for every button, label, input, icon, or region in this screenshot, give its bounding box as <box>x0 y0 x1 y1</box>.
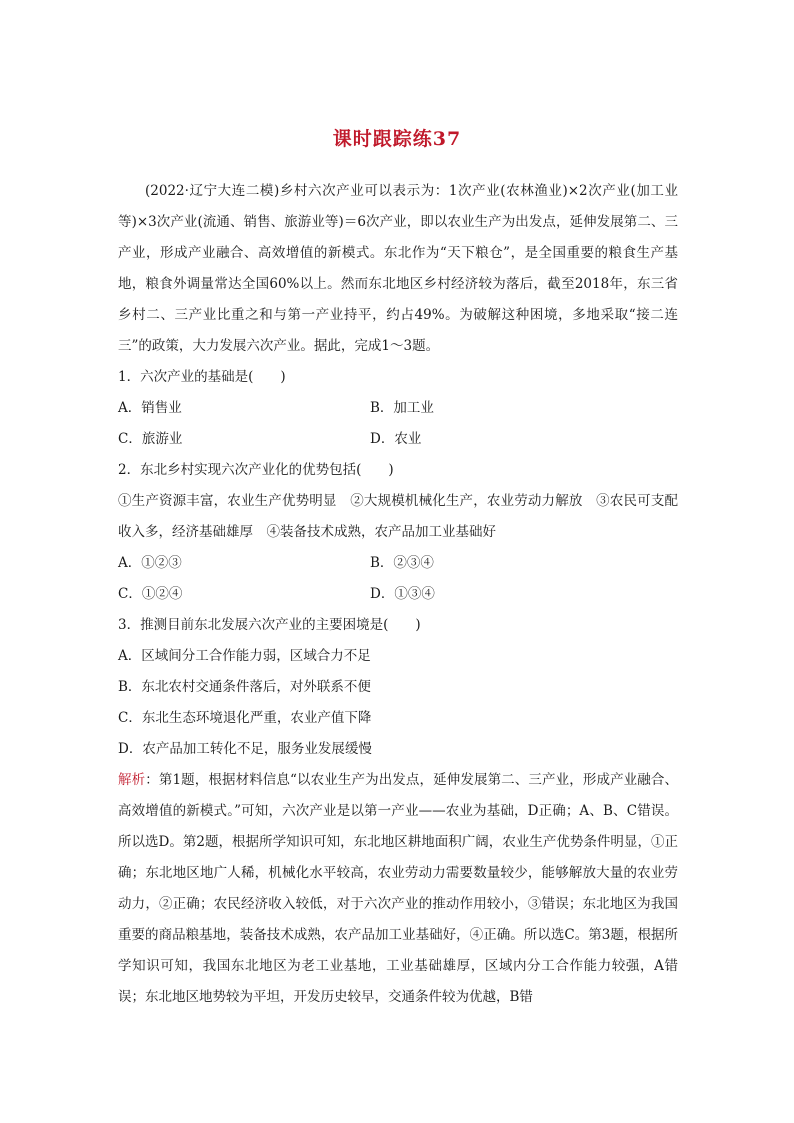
question-2-stem: 2．东北乡村实现六次产业化的优势包括( ) <box>118 462 394 478</box>
question-2-option-c: C．①②④ <box>118 586 183 602</box>
question-2-options-row-2 <box>118 579 678 610</box>
question-3-option-a: A．区域间分工合作能力弱，区域合力不足 <box>118 648 371 664</box>
intro-paragraph: (2022·辽宁大连二模)乡村六次产业可以表示为：1次产业(农林渔业)×2次产业(加工业等)×3次产业(流通、销售、旅游业等)＝6次产业，即以农业生产为出发点，延伸发展第二、三产业，形成产业融合、高效增值的新模式。东北作为“天下粮仓”，是全国重要的粮食生产基地，粮食外调量常达全国60%以上。然而东北地区乡村经济较为落后，截至2018年，东三省乡村二、三产业比重之和与第一产业持平，约占49%。为破解这种困境，多地采取“接二连三”的政策，大力发展六次产业。据此，完成1～3题。 <box>118 183 678 354</box>
question-3-option-b: B．东北农村交通条件落后，对外联系不便 <box>118 679 371 695</box>
question-3-option-c: C．东北生态环境退化严重，农业产值下降 <box>118 710 372 726</box>
question-1-options-row-1 <box>118 393 678 424</box>
question-2-options-row-1 <box>118 548 678 579</box>
question-1-stem: 1．六次产业的基础是( ) <box>118 369 286 385</box>
question-2-statements: ①生产资源丰富，农业生产优势明显 ②大规模机械化生产，农业劳动力解放 ③农民可支配收入多，经济基础雄厚 ④装备技术成熟，农产品加工业基础好 <box>118 493 678 540</box>
question-1-option-c: C．旅游业 <box>118 431 183 447</box>
question-1-option-a: A．销售业 <box>118 400 182 416</box>
page-title: 课时跟踪练37 <box>332 128 462 150</box>
question-2-option-b: B．②③④ <box>370 555 434 571</box>
question-3-stem: 3．推测目前东北发展六次产业的主要困境是( ) <box>118 617 421 633</box>
question-3-option-d: D．农产品加工转化不足，服务业发展缓慢 <box>118 741 372 757</box>
question-2-option-d: D．①③④ <box>370 586 435 602</box>
question-1-option-d: D．农业 <box>370 431 422 447</box>
question-2-option-a: A．①②③ <box>118 555 182 571</box>
analysis-text: ：第1题，根据材料信息“以农业生产为出发点，延伸发展第二、三产业，形成产业融合、高效增值的新模式。”可知，六次产业是以第一产业——农业为基础，D正确；A、B、C错误。所以选D。第2题，根据所学知识可知，东北地区耕地面积广阔，农业生产优势条件明显，①正确；东北地区地广人稀，机械化水平较高，农业劳动力需要数量较少，能够解放大量的农业劳动力，②正确；农民经济收入较低，对于六次产业的推动作用较小，③错误；东北地区为我国重要的商品粮基地，装备技术成熟，农产品加工业基础好，④正确。所以选C。第3题，根据所学知识可知，我国东北地区为老工业基地，工业基础雄厚，区域内分工合作能力较强，A错误；东北地区地势较为平坦，开发历史较早，交通条件较为优越，B错 <box>118 772 679 1005</box>
analysis-label: 解析 <box>118 772 146 788</box>
question-1-option-b: B．加工业 <box>370 400 434 416</box>
analysis-paragraph <box>118 765 678 1013</box>
document-body <box>118 176 678 1013</box>
question-1-options-row-2 <box>118 424 678 455</box>
